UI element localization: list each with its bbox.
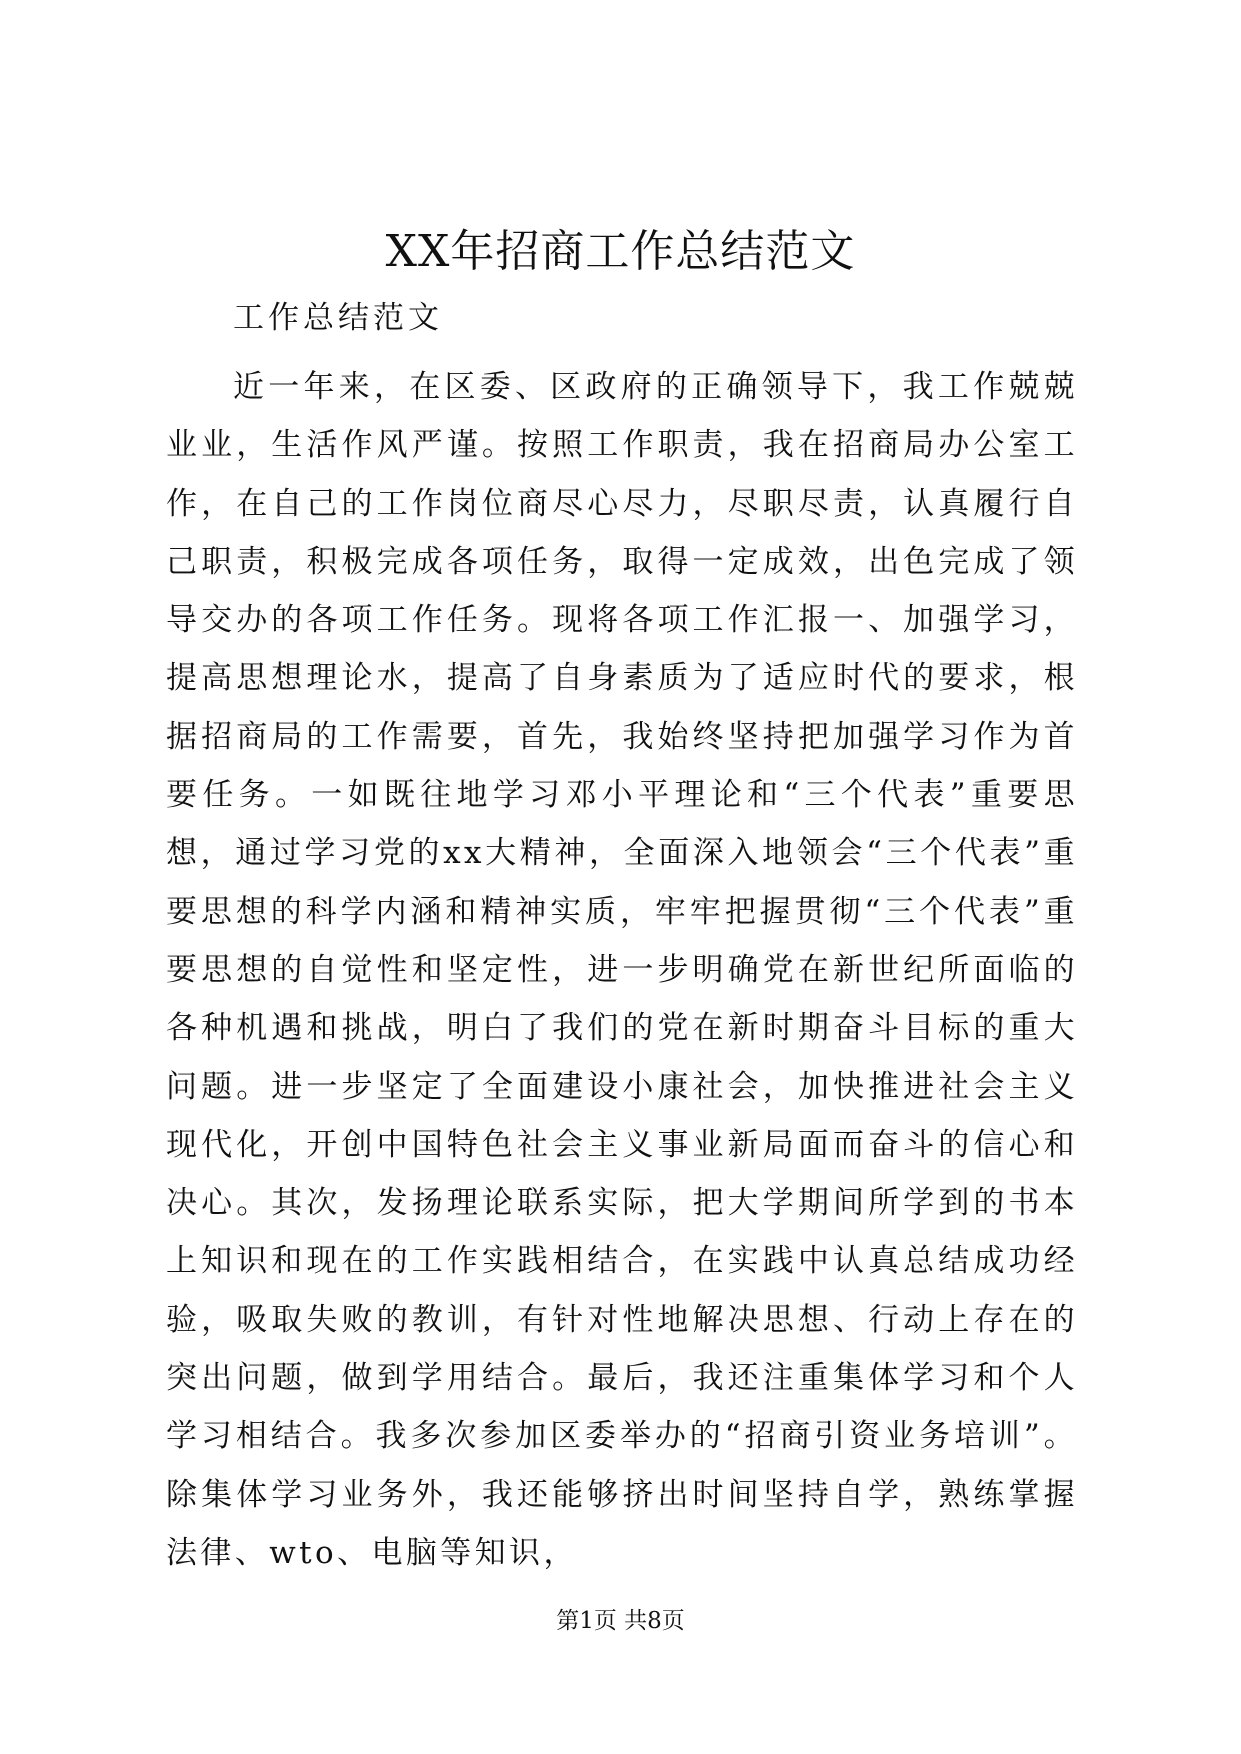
body-paragraph: 近一年来，在区委、区政府的正确领导下，我工作兢兢业业，生活作风严谨。按照工作职责，我在招商局办公室工作，在自己的工作岗位商尽心尽力，尽职尽责，认真履行自己职责，积极完成各项任务，取得一定成效，出色完成了领导交办的各项工作任务。现将各项工作汇报一、加强学习，提高思想理论水，提高了自身素质为了适应时代的要求，根据招商局的工作需要，首先，我始终坚持把加强学习作为首要任务。一如既往地学习邓小平理论和“三个代表”重要思想，通过学习党的xx大精神，全面深入地领会“三个代表”重要思想的科学内涵和精神实质，牢牢把握贯彻“三个代表”重要思想的自觉性和坚定性，进一步明确党在新世纪所面临的各种机遇和挑战，明白了我们的党在新时期奋斗目标的重大问题。进一步坚定了全面建设小康社会，加快推进社会主义现代化，开创中国特色社会主义事业新局面而奋斗的信心和决心。其次，发扬理论联系实际，把大学期间所学到的书本上知识和现在的工作实践相结合，在实践中认真总结成功经验，吸取失败的教训，有针对性地解决思想、行动上存在的突出问题，做到学用结合。最后，我还注重集体学习和个人学习相结合。我多次参加区委举办的“招商引资业务培训”。除集体学习业务外，我还能够挤出时间坚持自学，熟练掌握法律、wto、电脑等知识， [166,369,1078,1571]
document-title: XX年招商工作总结范文 [385,226,856,277]
document-subtitle: 工作总结范文 [233,300,443,336]
page-footer [0,1606,1241,1636]
page-number-label: 第1页 共8页 [556,1608,685,1634]
